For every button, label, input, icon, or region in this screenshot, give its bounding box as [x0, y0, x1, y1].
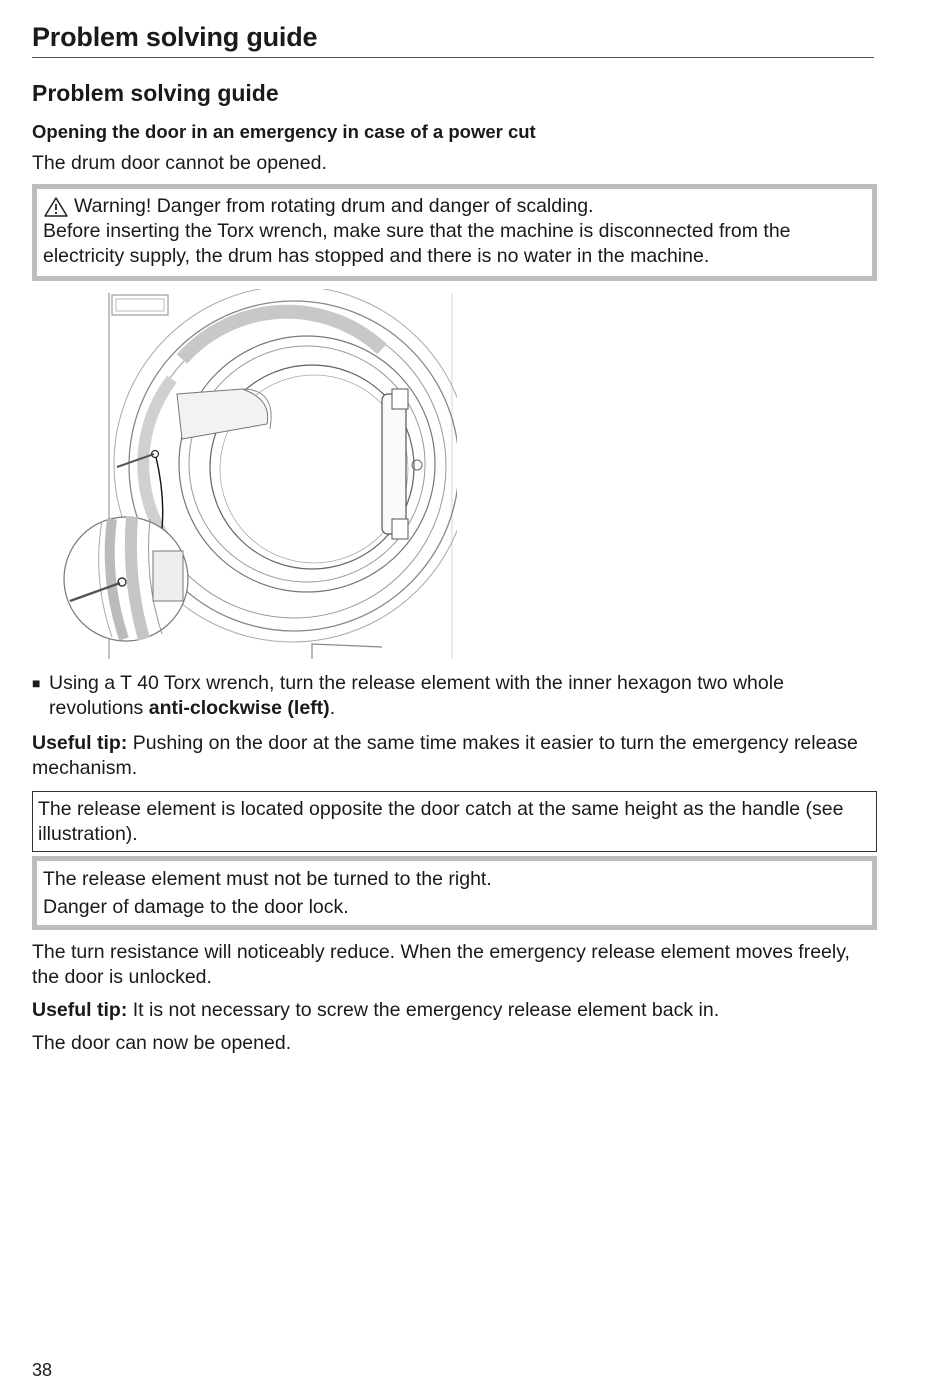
caution-line-2: Danger of damage to the door lock. — [43, 896, 349, 918]
main-content — [32, 80, 877, 1056]
warning-text: Before inserting the Torx wrench, make sure that the machine is disconnected from the electricity supply, the drum has stopped and there is no water in the machine. — [43, 220, 791, 267]
tip-label: Useful tip: — [32, 999, 128, 1021]
warning-triangle-icon — [43, 196, 69, 218]
warning-heading: Warning! Danger from rotating drum and danger of scalding. — [74, 195, 594, 217]
door-illustration-svg — [32, 289, 457, 659]
useful-tip-2: Useful tip: It is not necessary to screw the emergency release element back in. — [32, 999, 720, 1021]
section-subtitle: Opening the door in an emergency in case of a power cut — [32, 121, 536, 142]
warning-heading-line — [43, 194, 864, 219]
page-number: 38 — [32, 1360, 53, 1380]
intro-text: The drum door cannot be opened. — [32, 152, 327, 174]
step-text: Using a T 40 Torx wrench, turn the release element with the inner hexagon two whole revolutions anti-clockwise (left). — [49, 672, 784, 719]
page-title: Problem solving guide — [32, 22, 318, 52]
step-bullet — [32, 671, 877, 721]
caution-box — [32, 856, 877, 930]
tip-label: Useful tip: — [32, 732, 128, 754]
useful-tip-1: Useful tip: Pushing on the door at the same time makes it easier to turn the emergency release mechanism. — [32, 732, 858, 779]
step-bold-text: anti-clockwise (left) — [148, 697, 330, 719]
caution-line-1: The release element must not be turned to the right. — [43, 868, 492, 890]
washing-machine-door-illustration — [32, 289, 457, 659]
section-title: Problem solving guide — [32, 80, 279, 106]
result-text: The turn resistance will noticeably reduce. When the emergency release element moves freely, the door is unlocked. — [32, 941, 850, 988]
closing-text: The door can now be opened. — [32, 1032, 292, 1054]
note-box: The release element is located opposite the door catch at the same height as the handle (see illustration). — [32, 791, 877, 852]
bullet-square-icon: ■ — [32, 675, 41, 691]
warning-box — [32, 184, 877, 281]
page-header — [32, 22, 874, 58]
